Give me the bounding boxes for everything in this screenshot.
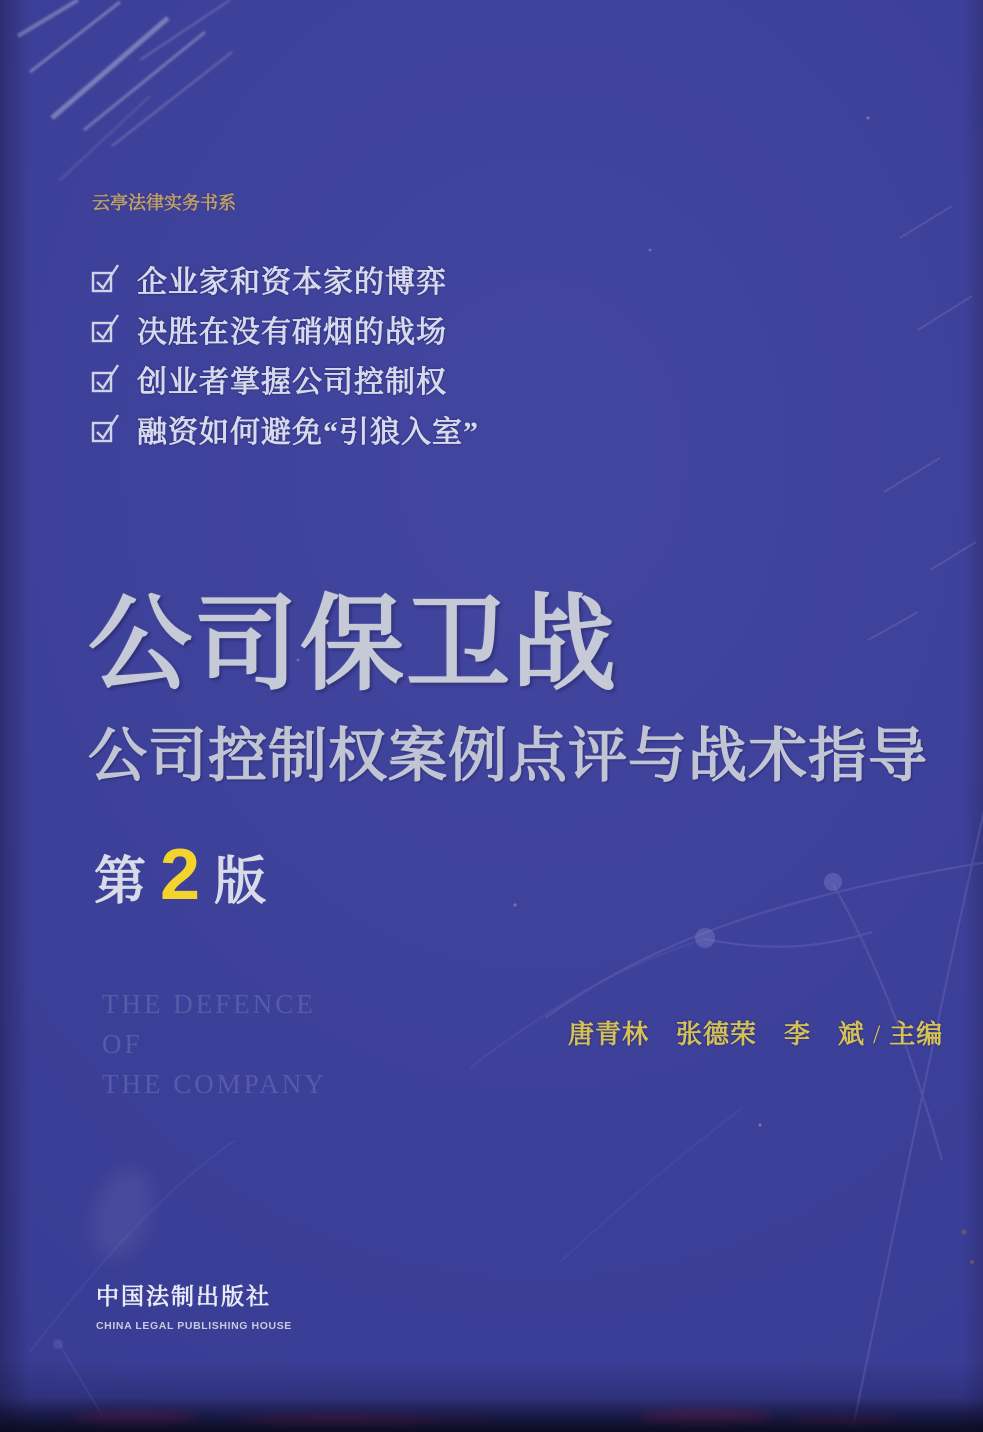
english-title <box>102 984 327 1104</box>
wrap-wrinkles-right <box>868 206 976 640</box>
series-title: 云亭法律实务书系 <box>92 193 236 213</box>
publisher-block <box>96 1278 292 1332</box>
edition-suffix: 版 <box>214 853 267 911</box>
publisher-name-cn: 中国法制出版社 <box>96 1283 271 1309</box>
wrap-glare-topleft <box>18 0 232 180</box>
english-title-line: THE COMPANY <box>102 1069 327 1099</box>
english-title-line: OF <box>102 1029 143 1059</box>
authors-line <box>568 1014 943 1051</box>
edition-prefix: 第 <box>94 853 147 911</box>
selling-point-item <box>90 411 479 447</box>
checkbox-check-icon <box>90 412 120 446</box>
selling-point-text: 企业家和资本家的博弈 <box>137 266 447 299</box>
bottom-edge-shadow <box>0 1398 983 1432</box>
selling-points-list <box>90 261 479 461</box>
book-title: 公司保卫战 <box>88 588 619 703</box>
edition-label <box>94 834 266 916</box>
english-title-line: THE DEFENCE <box>102 989 316 1019</box>
authors-separator: / <box>873 1020 882 1049</box>
selling-point-item <box>90 261 479 297</box>
selling-point-item <box>90 361 479 397</box>
checkbox-check-icon <box>90 362 120 396</box>
checkbox-check-icon <box>90 262 120 296</box>
book-subtitle: 公司控制权案例点评与战术指导 <box>88 723 929 789</box>
edition-number: 2 <box>160 835 201 915</box>
selling-point-text: 创业者掌握公司控制权 <box>137 366 447 399</box>
author-names: 唐青林 张德荣 李 斌 <box>568 1020 866 1049</box>
authors-role: 主编 <box>889 1020 944 1049</box>
publisher-name-en: CHINA LEGAL PUBLISHING HOUSE <box>96 1320 292 1332</box>
selling-point-item <box>90 311 479 347</box>
checkbox-check-icon <box>90 312 120 346</box>
selling-point-text: 决胜在没有硝烟的战场 <box>137 316 447 349</box>
selling-point-text: 融资如何避免“引狼入室” <box>137 416 479 449</box>
